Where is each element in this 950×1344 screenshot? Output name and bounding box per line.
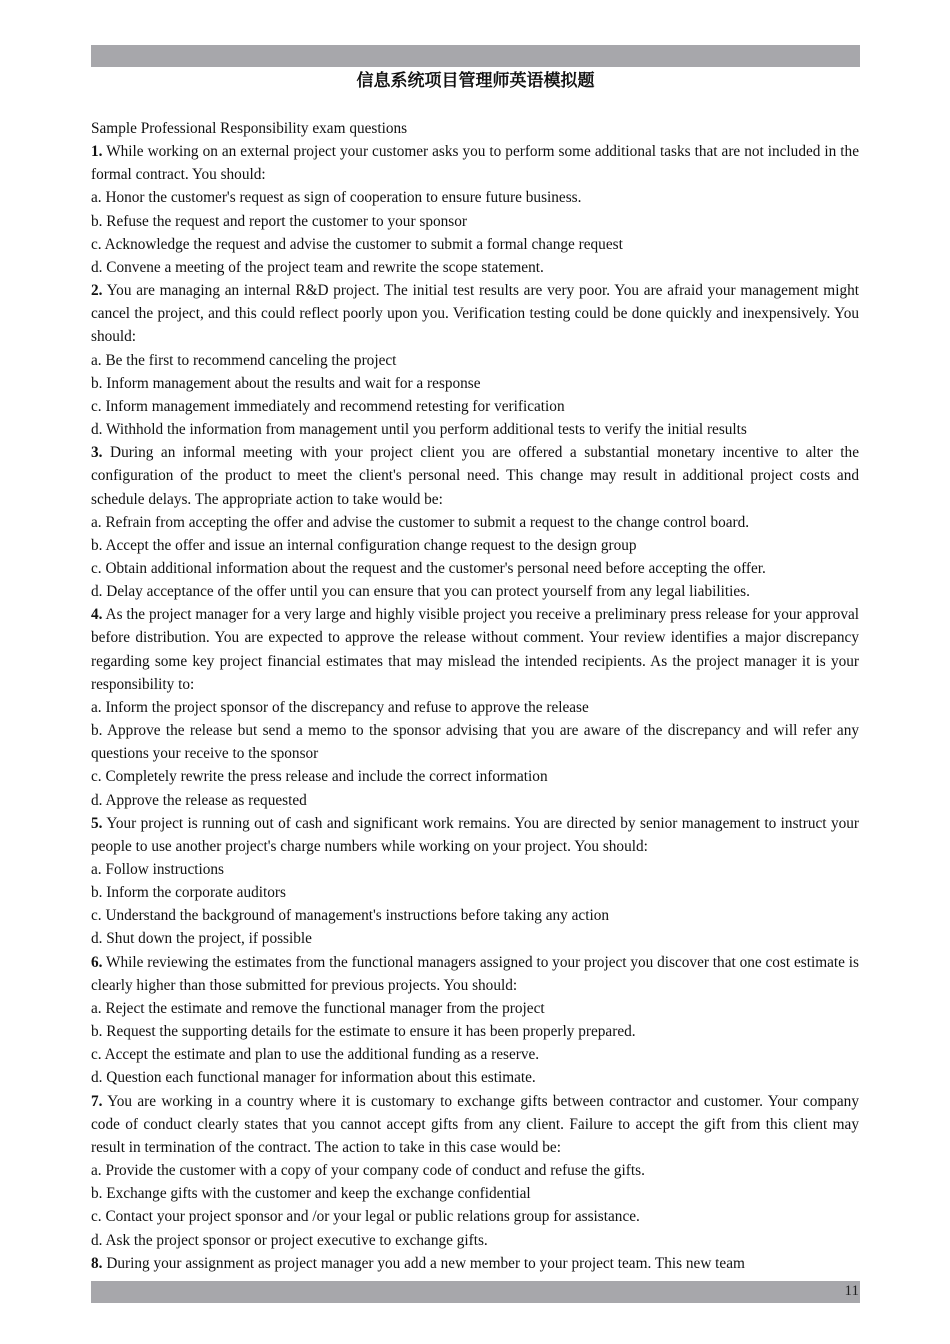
answer-option: d. Delay acceptance of the offer until you can ensure that you can protect yourself from any legal liabilities. (91, 583, 750, 601)
question-stem: While working on an external project your customer asks you to perform some additional tasks that are not included in the formal contract. You should: (91, 143, 859, 184)
question-stem: You are managing an internal R&D project. The initial test results are very poor. You are afraid your management might cancel the project, and this could reflect poorly upon you. Verification testing could be done quickly and inexpensively. You should: (91, 282, 859, 346)
question-block (91, 1090, 859, 1252)
header-bar (91, 45, 860, 67)
question-text (91, 1252, 859, 1275)
question-block (91, 603, 859, 811)
answer-option: a. Honor the customer's request as sign of cooperation to ensure future business. (91, 189, 582, 207)
question-text (91, 603, 859, 696)
answer-option: d. Withhold the information from management until you perform additional tests to verify the initial results (91, 421, 747, 439)
answer-option: c. Accept the estimate and plan to use the additional funding as a reserve. (91, 1046, 540, 1064)
question-block (91, 951, 859, 1090)
question-text (91, 812, 859, 858)
page-number: 11 (844, 1283, 859, 1299)
question-stem: Your project is running out of cash and significant work remains. You are directed by senior management to instruct your people to use another project's charge numbers while working on your project. You should: (91, 814, 860, 855)
answer-option: b. Approve the release but send a memo to the sponsor advising that you are aware of the discrepancy and will refer any questions your receive to the sponsor (91, 722, 859, 763)
answer-option: d. Ask the project sponsor or project executive to exchange gifts. (91, 1231, 488, 1249)
question-stem: While reviewing the estimates from the functional managers assigned to your project you discover that one cost estimate is clearly higher than those submitted for previous projects. You should: (91, 953, 859, 994)
page-title: 信息系统项目管理师英语模拟题 (356, 71, 595, 91)
answer-option: b. Refuse the request and report the customer to your sponsor (91, 212, 467, 230)
question-stem: During an informal meeting with your project client you are offered a substantial monetary incentive to alter the configuration of the product to meet the client's personal need. This change may result in additional project costs and schedule delays. The appropriate action to take would be: (91, 444, 859, 508)
question-block (91, 140, 859, 279)
question-number: 7. (91, 1092, 103, 1110)
answer-option: b. Inform management about the results and wait for a response (91, 374, 481, 392)
question-stem: As the project manager for a very large and highly visible project you receive a preliminary press release for your approval before distribution. You are expected to approve the release without comment. Your review identifies a major discrepancy regarding some key project financial estimates that may mislead the intended recipients. As the project manager it is your responsibility to: (91, 606, 860, 693)
document-body (91, 117, 859, 1275)
answer-option: b. Accept the offer and issue an internal configuration change request to the design group (91, 536, 637, 554)
answer-option: c. Contact your project sponsor and /or your legal or public relations group for assistance. (91, 1208, 640, 1226)
answer-option: a. Inform the project sponsor of the discrepancy and refuse to approve the release (91, 698, 589, 716)
question-block (91, 279, 859, 441)
question-number: 2. (91, 282, 103, 300)
answer-option: c. Inform management immediately and recommend retesting for verification (91, 397, 565, 415)
question-text (91, 279, 859, 348)
answer-option: b. Exchange gifts with the customer and keep the exchange confidential (91, 1185, 531, 1203)
question-text (91, 140, 859, 186)
question-number: 5. (91, 814, 103, 832)
answer-option: a. Be the first to recommend canceling the project (91, 351, 397, 369)
question-block (91, 441, 859, 603)
answer-option: d. Approve the release as requested (91, 791, 307, 809)
answer-option: b. Request the supporting details for the estimate to ensure it has been properly prepared. (91, 1023, 636, 1041)
answer-option: a. Provide the customer with a copy of your company code of conduct and refuse the gifts. (91, 1162, 645, 1180)
question-list (91, 140, 859, 1275)
answer-option: a. Reject the estimate and remove the functional manager from the project (91, 999, 545, 1017)
question-number: 1. (91, 143, 103, 161)
question-block (91, 1252, 859, 1275)
question-stem: You are working in a country where it is customary to exchange gifts between contractor and customer. Your company code of conduct clearly states that you cannot accept gifts from any client. Failure to accept the gift from this client may result in termination of the contract. The action to take in this case would be: (91, 1092, 859, 1156)
answer-option: c. Understand the background of management's instructions before taking any action (91, 907, 610, 925)
question-stem: During your assignment as project manager you add a new member to your project team. This new team (106, 1254, 745, 1272)
answer-option: d. Convene a meeting of the project team and rewrite the scope statement. (91, 258, 544, 276)
answer-option: a. Refrain from accepting the offer and advise the customer to submit a request to the change control board. (91, 513, 750, 531)
question-number: 4. (91, 606, 103, 624)
answer-option: d. Question each functional manager for information about this estimate. (91, 1069, 536, 1087)
question-number: 8. (91, 1254, 103, 1272)
question-number: 3. (91, 444, 103, 462)
question-text (91, 1090, 859, 1159)
footer-bar (91, 1281, 860, 1303)
question-number: 6. (91, 953, 103, 971)
intro-line: Sample Professional Responsibility exam questions (91, 120, 408, 137)
answer-option: c. Completely rewrite the press release and include the correct information (91, 768, 548, 786)
question-text (91, 951, 859, 997)
question-text (91, 441, 859, 510)
answer-option: d. Shut down the project, if possible (91, 930, 312, 948)
answer-option: c. Obtain additional information about the request and the customer's personal need before accepting the offer. (91, 559, 766, 577)
question-block (91, 812, 859, 951)
answer-option: b. Inform the corporate auditors (91, 884, 286, 902)
answer-option: c. Acknowledge the request and advise the customer to submit a formal change request (91, 235, 623, 253)
answer-option: a. Follow instructions (91, 861, 224, 878)
